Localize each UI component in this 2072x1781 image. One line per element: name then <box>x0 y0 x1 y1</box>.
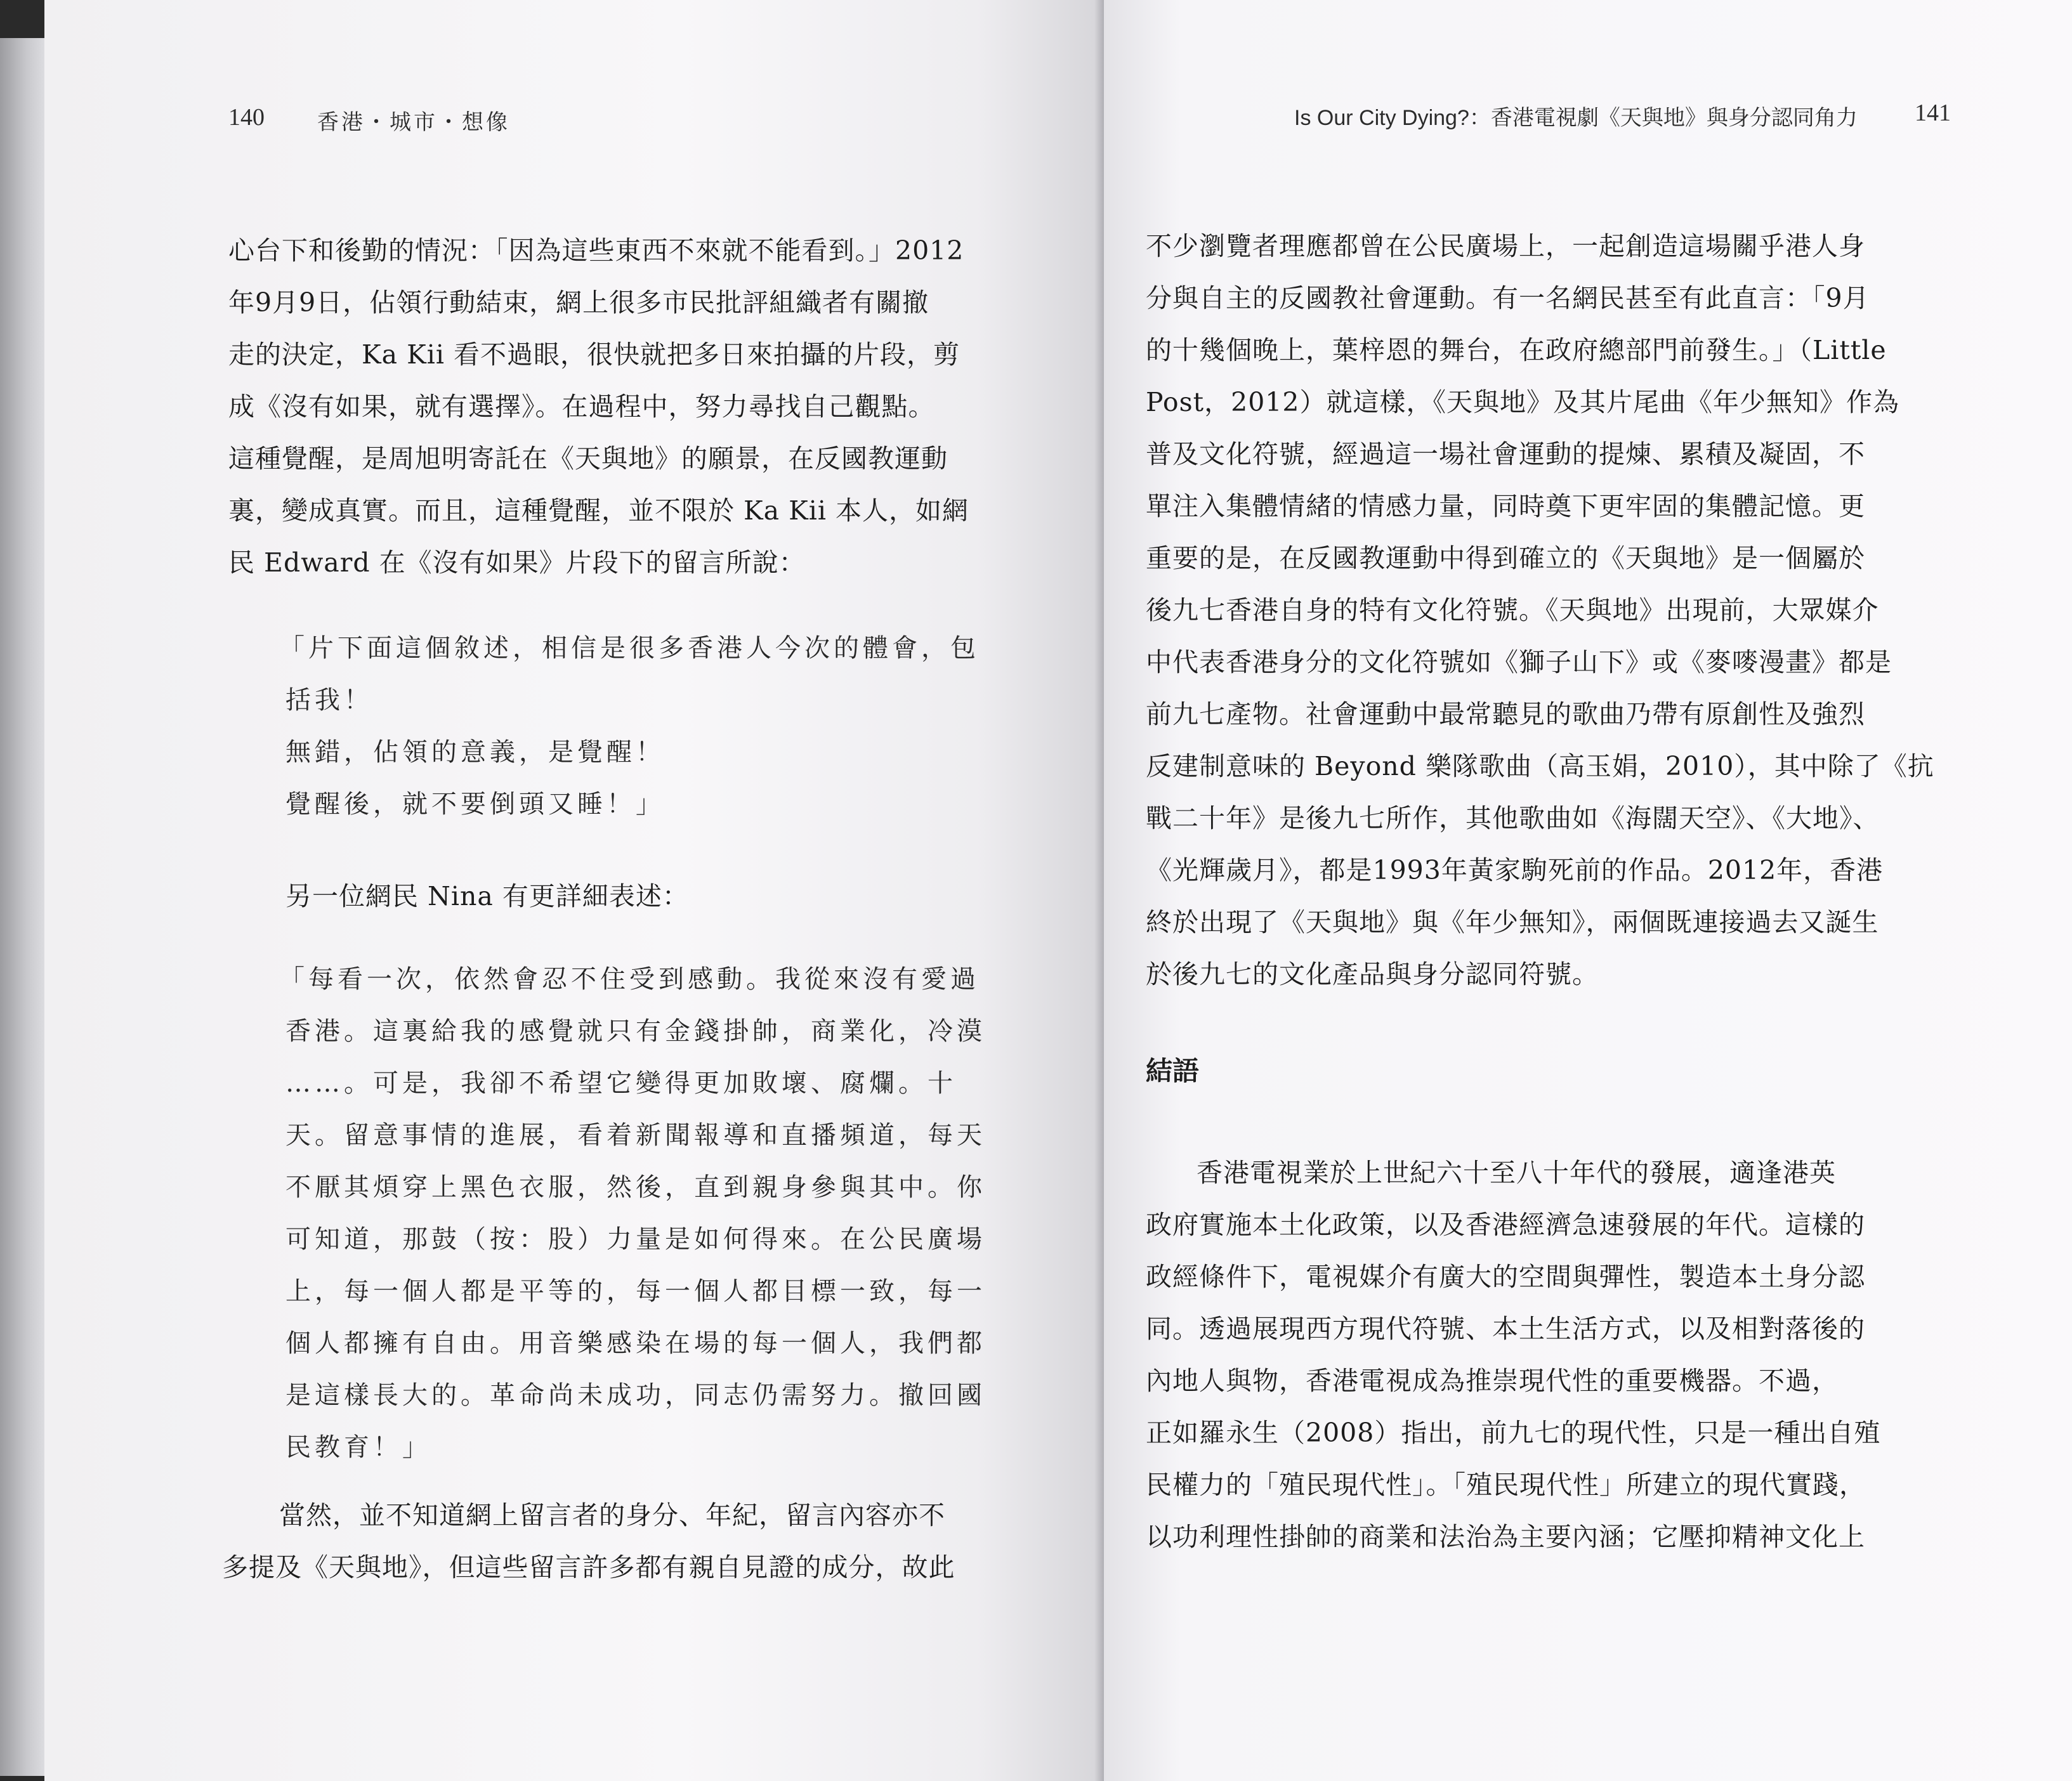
body-line: 正如羅永生（2008）指出，前九七的現代性，只是一種出自殖 <box>1146 1418 1881 1448</box>
quote-line: 可知道，那鼓（按：股）力量是如何得來。在公民廣場 <box>285 1225 986 1254</box>
quote-line: 括我！ <box>285 686 373 715</box>
body-line: 民 Edward 在《沒有如果》片段下的留言所說： <box>228 547 806 578</box>
body-line: 成《沒有如果，就有選擇》。在過程中，努力尋找自己觀點。 <box>228 391 935 422</box>
body-line: 同。透過展現西方現代符號、本土生活方式，以及相對落後的 <box>1146 1314 1865 1344</box>
body-line: 年9月9日，佔領行動結束，網上很多市民批評組織者有關撤 <box>228 287 929 318</box>
quote-line: 無錯，佔領的意義，是覺醒！ <box>285 738 665 767</box>
body-line: 走的決定，Ka Kii 看不過眼，很快就把多日來拍攝的片段，剪 <box>228 339 960 370</box>
body-line: 內地人與物，香港電視成為推崇現代性的重要機器。不過， <box>1146 1366 1839 1396</box>
body-line: 分與自主的反國教社會運動。有一名網民甚至有此直言：「9月 <box>1146 283 1870 313</box>
body-line: 以功利理性掛帥的商業和法治為主要內涵；它壓抑精神文化上 <box>1146 1522 1865 1552</box>
body-line: 反建制意味的 Beyond 樂隊歌曲（高玉娟，2010），其中除了《抗 <box>1146 751 1934 781</box>
right-page <box>1104 0 2072 1781</box>
body-line: 戰二十年》是後九七所作，其他歌曲如《海闊天空》、《大地》、 <box>1146 803 1880 833</box>
body-line: 政經條件下，電視媒介有廣大的空間與彈性，製造本土身分認 <box>1146 1262 1865 1292</box>
body-line: 單注入集體情緒的情感力量，同時奠下更牢固的集體記憶。更 <box>1146 491 1865 521</box>
body-line: 民權力的「殖民現代性」。「殖民現代性」所建立的現代實踐， <box>1146 1470 1866 1500</box>
body-line: 不少瀏覽者理應都曾在公民廣場上，一起創造這場關乎港人身 <box>1146 231 1865 261</box>
running-head-right: Is Our City Dying?：香港電視劇《天與地》與身分認同角力 <box>1294 106 1858 130</box>
page-number-left: 140 <box>228 104 265 131</box>
body-line: 《光輝歲月》，都是1993年黃家駒死前的作品。2012年，香港 <box>1146 855 1884 885</box>
running-head-left: 香港・城市・想像 <box>317 110 510 134</box>
body-line: 多提及《天與地》，但這些留言許多都有親自見證的成分，故此 <box>222 1552 955 1582</box>
body-line: 這種覺醒，是周旭明寄託在《天與地》的願景，在反國教運動 <box>228 443 948 474</box>
body-line: 後九七香港自身的特有文化符號。《天與地》出現前，大眾媒介 <box>1146 595 1879 625</box>
body-line: 政府實施本土化政策，以及香港經濟急速發展的年代。這樣的 <box>1146 1210 1865 1240</box>
quote-line: 覺醒後，就不要倒頭又睡！」 <box>285 790 665 819</box>
page-number-right: 141 <box>1915 100 1951 126</box>
body-line: 當然，並不知道網上留言者的身分、年紀，留言內容亦不 <box>279 1500 945 1530</box>
body-line: 終於出現了《天與地》與《年少無知》，兩個既連接過去又誕生 <box>1146 907 1879 937</box>
quote-line: 個人都擁有自由。用音樂感染在場的每一個人，我們都 <box>285 1329 986 1358</box>
body-line: 普及文化符號，經過這一場社會運動的提煉、累積及凝固，不 <box>1146 439 1865 469</box>
body-line: 裏，變成真實。而且，這種覺醒，並不限於 Ka Kii 本人，如網 <box>228 495 969 526</box>
quote-line: 是這樣長大的。革命尚未成功，同志仍需努力。撤回國 <box>285 1381 986 1410</box>
body-line: 另一位網民 Nina 有更詳細表述： <box>285 881 689 911</box>
left-page <box>44 0 1104 1781</box>
quote-line: 「片下面這個敘述，相信是很多香港人今次的體會，包 <box>279 634 980 663</box>
body-line: 香港電視業於上世紀六十至八十年代的發展，適逢港英 <box>1197 1158 1836 1188</box>
quote-line: 民教育！」 <box>285 1433 431 1462</box>
quote-line: 上，每一個人都是平等的，每一個人都目標一致，每一 <box>285 1277 986 1306</box>
body-line: 的十幾個晚上，葉梓恩的舞台，在政府總部門前發生。」（Little <box>1146 335 1887 365</box>
body-line: 前九七產物。社會運動中最常聽見的歌曲乃帶有原創性及強烈 <box>1146 699 1865 729</box>
quote-line: 不厭其煩穿上黑色衣服，然後，直到親身參與其中。你 <box>285 1173 986 1202</box>
body-line: 重要的是，在反國教運動中得到確立的《天與地》是一個屬於 <box>1146 543 1865 573</box>
body-line: 中代表香港身分的文化符號如《獅子山下》或《麥嘜漫畫》都是 <box>1146 647 1892 677</box>
quote-line: ……。可是，我卻不希望它變得更加敗壞、腐爛。十 <box>285 1069 957 1098</box>
body-line: 心台下和後勤的情況：「因為這些東西不來就不能看到。」2012 <box>228 235 964 266</box>
quote-line: 香港。這裏給我的感覺就只有金錢掛帥，商業化，冷漠 <box>285 1017 986 1046</box>
quote-line: 「每看一次，依然會忍不住受到感動。我從來沒有愛過 <box>279 965 980 994</box>
body-line: Post，2012）就這樣，《天與地》及其片尾曲《年少無知》作為 <box>1146 387 1899 417</box>
quote-line: 天。留意事情的進展，看着新聞報導和直播頻道，每天 <box>285 1121 986 1150</box>
body-line: 於後九七的文化產品與身分認同符號。 <box>1146 959 1599 989</box>
section-heading: 結語 <box>1146 1055 1200 1086</box>
